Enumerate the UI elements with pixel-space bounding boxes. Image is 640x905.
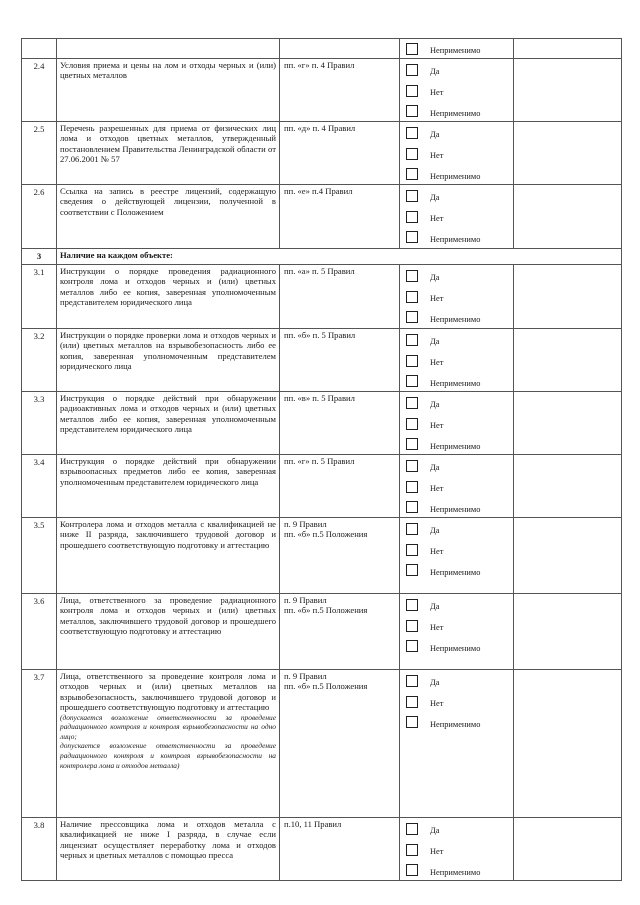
reference-line: пп. «б» п. 5 Правил (284, 330, 356, 340)
checkbox[interactable] (406, 675, 418, 687)
reference-line: пп. «г» п. 5 Правил (284, 456, 355, 466)
row-note (514, 518, 622, 594)
row-description (57, 329, 280, 392)
option-not-applicable[interactable] (406, 636, 513, 656)
checkbox[interactable] (406, 481, 418, 493)
row-options (400, 594, 514, 670)
option-yes[interactable] (406, 392, 513, 413)
option-label: Нет (430, 151, 444, 161)
row-number: 3.2 (22, 329, 57, 392)
reference-line: пп. «е» п.4 Правил (284, 186, 353, 196)
checkbox[interactable] (406, 544, 418, 556)
checkbox[interactable] (406, 640, 418, 652)
table-row (22, 392, 622, 455)
checkbox[interactable] (406, 168, 418, 180)
option-label: Неприменимо (430, 643, 481, 653)
option-yes[interactable] (406, 670, 513, 691)
checkbox[interactable] (406, 148, 418, 160)
option-label: Нет (430, 214, 444, 224)
option-no[interactable] (406, 206, 513, 227)
row-reference (280, 594, 400, 670)
option-not-applicable[interactable] (406, 164, 513, 184)
checkbox[interactable] (406, 696, 418, 708)
row-number (22, 39, 57, 59)
row-note (514, 122, 622, 185)
row-reference (280, 39, 400, 59)
table-row (22, 670, 622, 818)
option-label: Да (430, 826, 440, 836)
row-options (400, 59, 514, 122)
checkbox[interactable] (406, 43, 418, 55)
description-text: Инструкции о порядке проведения радиационного контроля лома и отходов черных и (или) цветных металлов либо ее копия, заверенная уполномоченным представителем юридического лица (60, 266, 276, 308)
row-description (57, 518, 280, 594)
option-label: Да (430, 337, 440, 347)
checklist-table (21, 38, 622, 881)
description-text: Перечень разрешенных для приема от физических лиц лома и отходов цветных металлов, утвержденный постановлением Правительства Ленинградской области от 27.06.2001 № 57 (60, 123, 276, 165)
option-label: Нет (430, 623, 444, 633)
reference-line: пп. «б» п.5 Положения (284, 605, 368, 616)
checkbox[interactable] (406, 716, 418, 728)
row-description (57, 670, 280, 818)
checkbox[interactable] (406, 599, 418, 611)
checkbox[interactable] (406, 85, 418, 97)
row-description (57, 265, 280, 329)
checkbox[interactable] (406, 564, 418, 576)
option-label: Неприменимо (430, 504, 481, 514)
row-options (400, 122, 514, 185)
row-options (400, 392, 514, 455)
row-description (57, 39, 280, 59)
section-number: 3 (22, 249, 57, 265)
reference-line: пп. «б» п.5 Положения (284, 529, 368, 540)
row-options (400, 265, 514, 329)
checkbox[interactable] (406, 211, 418, 223)
option-label: Да (430, 193, 440, 203)
row-number: 3.5 (22, 518, 57, 594)
option-label: Нет (430, 699, 444, 709)
checkbox[interactable] (406, 844, 418, 856)
option-label: Неприменимо (430, 441, 481, 451)
table-row (22, 594, 622, 670)
option-no[interactable] (406, 839, 513, 860)
row-options (400, 455, 514, 518)
row-note (514, 329, 622, 392)
option-label: Неприменимо (430, 567, 481, 577)
checkbox[interactable] (406, 291, 418, 303)
row-number: 3.4 (22, 455, 57, 518)
option-label: Нет (430, 847, 444, 857)
row-reference (280, 392, 400, 455)
row-number: 2.4 (22, 59, 57, 122)
option-yes[interactable] (406, 518, 513, 539)
row-options (400, 39, 514, 59)
option-yes[interactable] (406, 329, 513, 350)
option-not-applicable[interactable] (406, 560, 513, 580)
checkbox[interactable] (406, 397, 418, 409)
table-row (22, 122, 622, 185)
checkbox[interactable] (406, 355, 418, 367)
checkbox[interactable] (406, 311, 418, 323)
option-not-applicable[interactable] (406, 371, 513, 391)
checkbox[interactable] (406, 64, 418, 76)
option-label: Да (430, 67, 440, 77)
row-description (57, 59, 280, 122)
description-text: Лица, ответственного за проведение контроля лома и отходов черных и (или) цветных металлов на взрывобезопасность, заключившего трудовой договор и прошедшего соответствующую подготовку и аттестацию (60, 671, 276, 713)
option-no[interactable] (406, 350, 513, 371)
row-note (514, 265, 622, 329)
option-not-applicable[interactable] (406, 497, 513, 517)
option-label: Нет (430, 484, 444, 494)
option-label: Неприменимо (430, 234, 481, 244)
row-note (514, 59, 622, 122)
checkbox[interactable] (406, 105, 418, 117)
option-label: Да (430, 130, 440, 140)
option-label: Нет (430, 88, 444, 98)
description-text: Инструкция о порядке действий при обнаружении взрывоопасных предметов либо ее копия, заверенная уполномоченным представителем юридического лица (60, 456, 276, 487)
option-not-applicable[interactable] (406, 307, 513, 327)
option-label: Неприменимо (430, 314, 481, 324)
row-description (57, 455, 280, 518)
option-yes[interactable] (406, 594, 513, 615)
option-not-applicable[interactable] (406, 227, 513, 247)
row-note (514, 594, 622, 670)
checkbox[interactable] (406, 620, 418, 632)
row-description (57, 392, 280, 455)
table-row (22, 185, 622, 249)
row-number: 3.3 (22, 392, 57, 455)
option-not-applicable[interactable]: Неприменимо (406, 39, 513, 58)
row-note (514, 392, 622, 455)
row-options (400, 818, 514, 881)
checkbox[interactable] (406, 460, 418, 472)
row-description (57, 122, 280, 185)
checkbox[interactable] (406, 231, 418, 243)
checkbox[interactable] (406, 334, 418, 346)
row-reference (280, 265, 400, 329)
description-note: (допускается возложение ответственности за проведение радиационного контроля и контроля взрывобезопасности на одно лицо; (60, 712, 276, 741)
reference-line: п. 9 Правил (284, 671, 327, 681)
row-reference (280, 59, 400, 122)
row-note (514, 39, 622, 59)
row-number: 3.7 (22, 670, 57, 818)
option-label: Неприменимо (430, 108, 481, 118)
table-row (22, 818, 622, 881)
reference-line: пп. «б» п.5 Положения (284, 681, 368, 692)
reference-line: п.10, 11 Правил (284, 819, 342, 829)
table-row (22, 455, 622, 518)
table-row (22, 39, 622, 59)
row-description (57, 185, 280, 249)
option-yes[interactable] (406, 122, 513, 143)
checkbox[interactable] (406, 823, 418, 835)
description-text: Лица, ответственного за проведение радиационного контроля лома и отходов черных и (или) цветных металлов, заключившего трудовой договор и прошедшего соответствующую подготовку и аттестацию (60, 595, 276, 637)
row-note (514, 185, 622, 249)
reference-line: пп. «а» п. 5 Правил (284, 266, 355, 276)
option-no[interactable] (406, 539, 513, 560)
row-reference (280, 122, 400, 185)
option-label: Да (430, 526, 440, 536)
checkbox[interactable] (406, 438, 418, 450)
row-note (514, 670, 622, 818)
row-reference (280, 818, 400, 881)
checkbox[interactable] (406, 864, 418, 876)
description-text: Наличие прессовщика лома и отходов металла с квалификацией не ниже I разряда, в случае если лицензиат осуществляет переработку лома и отходов черных и цветных металлов с помощью пресса (60, 819, 276, 861)
row-reference (280, 185, 400, 249)
row-number: 2.5 (22, 122, 57, 185)
option-label: Нет (430, 547, 444, 557)
reference-line: пп. «г» п. 4 Правил (284, 60, 355, 70)
row-options (400, 329, 514, 392)
reference-line: пп. «в» п. 5 Правил (284, 393, 355, 403)
reference-line: п. 9 Правил (284, 595, 327, 605)
description-text: Контролера лома и отходов металла с квалификацией не ниже II разряда, заключившего трудовой договор и прошедшего соответствующую подготовку и аттестацию (60, 519, 276, 550)
option-no[interactable] (406, 691, 513, 712)
option-label: Да (430, 463, 440, 473)
option-not-applicable[interactable] (406, 712, 513, 732)
option-no[interactable] (406, 413, 513, 434)
checkbox[interactable] (406, 190, 418, 202)
option-yes[interactable] (406, 455, 513, 476)
option-yes[interactable] (406, 59, 513, 80)
row-reference (280, 670, 400, 818)
option-label: Нет (430, 294, 444, 304)
description-text: Условия приема и цены на лом и отходы черных и (или) цветных металлов (60, 60, 276, 81)
row-number: 2.6 (22, 185, 57, 249)
option-label: Неприменимо (430, 378, 481, 388)
option-no[interactable] (406, 476, 513, 497)
option-label: Неприменимо (430, 867, 481, 877)
row-options (400, 518, 514, 594)
option-not-applicable[interactable] (406, 434, 513, 454)
option-label: Нет (430, 421, 444, 431)
row-description (57, 594, 280, 670)
description-note: допускается возложение ответственности за проведение радиационного контроля и контроля взрывобезопасности на контролера лома и отходов металла) (60, 741, 276, 770)
row-options (400, 185, 514, 249)
row-description (57, 818, 280, 881)
option-label: Неприменимо (430, 719, 481, 729)
checkbox[interactable] (406, 501, 418, 513)
row-number: 3.1 (22, 265, 57, 329)
table-row (22, 265, 622, 329)
row-number: 3.8 (22, 818, 57, 881)
description-text: Ссылка на запись в реестре лицензий, содержащую сведения о действующей лицензии, полученной в соответствии с Положением (60, 186, 276, 217)
option-not-applicable[interactable] (406, 860, 513, 880)
table-row (22, 518, 622, 594)
option-yes[interactable] (406, 185, 513, 206)
option-label: Неприменимо (430, 171, 481, 181)
table-row (22, 59, 622, 122)
checkbox[interactable] (406, 127, 418, 139)
reference-line: пп. «д» п. 4 Правил (284, 123, 356, 133)
option-label: Да (430, 678, 440, 688)
option-label: Нет (430, 358, 444, 368)
checkbox[interactable] (406, 270, 418, 282)
checkbox[interactable] (406, 375, 418, 387)
description-text: Инструкция о порядке действий при обнаружении радиоактивных лома и отходов черных и (или) цветных металлов либо ее копия, заверенная уполномоченным представителем юридического лица (60, 393, 276, 435)
option-no[interactable] (406, 143, 513, 164)
row-reference (280, 518, 400, 594)
row-reference (280, 455, 400, 518)
row-note (514, 455, 622, 518)
row-note (514, 818, 622, 881)
checkbox[interactable] (406, 523, 418, 535)
option-yes[interactable] (406, 818, 513, 839)
option-not-applicable[interactable] (406, 101, 513, 121)
reference-line: п. 9 Правил (284, 519, 327, 529)
description-text: Инструкции о порядке проверки лома и отходов черных и (или) цветных металлов на взрывобезопасность либо ее копия, заверенная уполномоченным представителем юридического лица (60, 330, 276, 372)
table-row (22, 329, 622, 392)
option-no[interactable] (406, 286, 513, 307)
section-row (22, 249, 622, 265)
option-label: Да (430, 273, 440, 283)
option-label: Да (430, 602, 440, 612)
option-yes[interactable] (406, 265, 513, 286)
section-title: Наличие на каждом объекте: (57, 249, 622, 265)
checkbox[interactable] (406, 418, 418, 430)
option-label: Да (430, 400, 440, 410)
row-options (400, 670, 514, 818)
option-no[interactable] (406, 80, 513, 101)
row-number: 3.6 (22, 594, 57, 670)
row-reference (280, 329, 400, 392)
option-no[interactable] (406, 615, 513, 636)
